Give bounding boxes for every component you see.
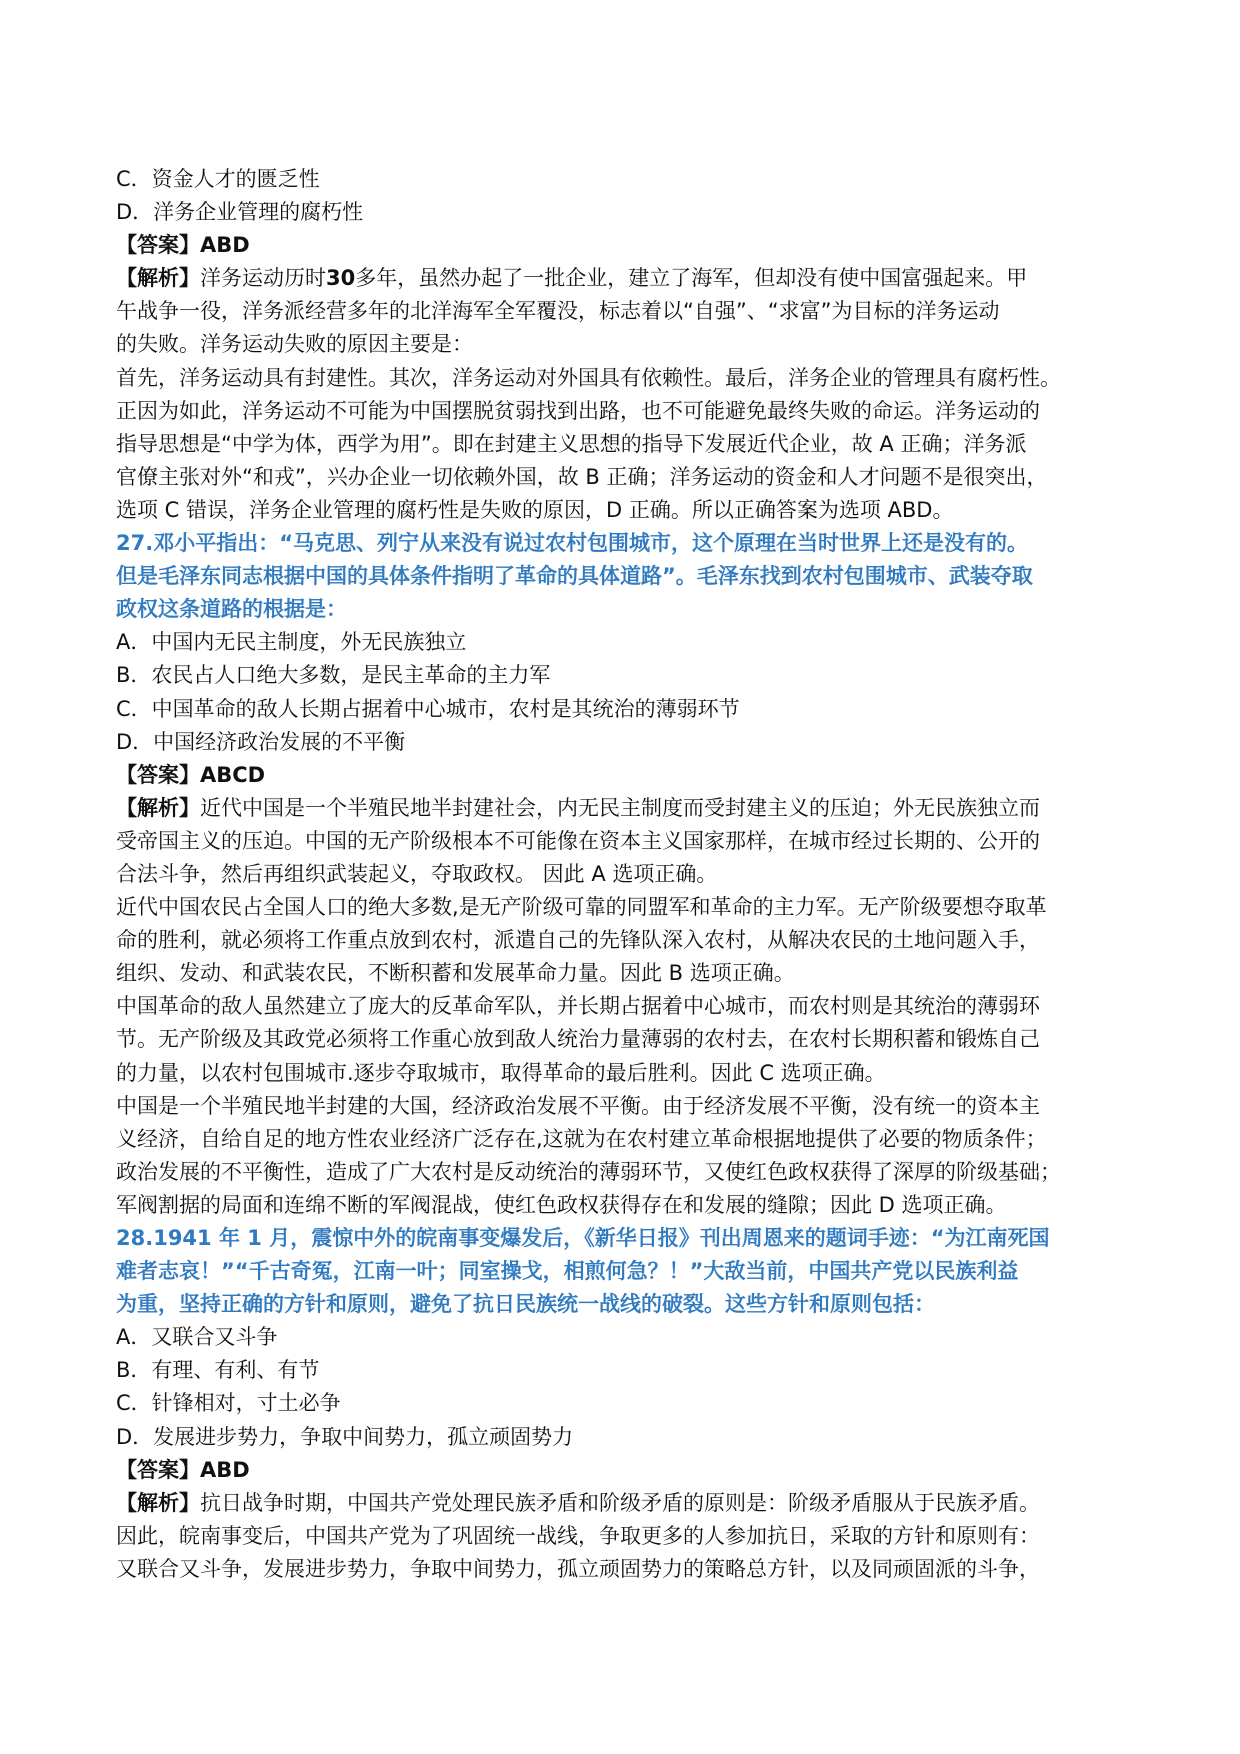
answer-label: 【答案】 [116, 1457, 200, 1482]
option-a: A．中国内无民主制度，外无民族独立 [116, 630, 467, 655]
analysis-line: 午战争一役，洋务派经营多年的北洋海军全军覆没，标志着以“自强”、“求富”为目标的洋务运动 [116, 299, 1000, 324]
analysis-label: 【解析】 [116, 795, 200, 820]
analysis-line: 军阀割据的局面和连绵不断的军阀混战，使红色政权获得存在和发展的缝隙；因此 D 选项正确。 [116, 1192, 1007, 1217]
analysis-line: 命的胜利，就必须将工作重点放到农村，派遣自己的先锋队深入农村，从解决农民的土地问题入手， [116, 928, 1040, 953]
analysis-first-line [116, 1487, 1126, 1520]
answer-value: ABD [200, 233, 250, 258]
option-b: B．农民占人口绝大多数，是民主革命的主力军 [116, 663, 551, 688]
analysis-line: 近代中国农民占全国人口的绝大多数,是无产阶级可靠的同盟军和革命的主力军。无产阶级要想夺取革 [116, 895, 1047, 920]
analysis-line: 节。无产阶级及其政党必须将工作重心放到敌人统治力量薄弱的农村去，在农村长期积蓄和锻炼自己 [116, 1027, 1040, 1052]
analysis-line: 的失败。洋务运动失败的原因主要是： [116, 332, 473, 357]
answer-label: 【答案】 [116, 233, 200, 258]
analysis-line: 首先，洋务运动具有封建性。其次，洋务运动对外国具有依赖性。最后，洋务企业的管理具有腐朽性。 [116, 365, 1061, 390]
analysis-first-line [116, 792, 1126, 825]
analysis-line: 政治发展的不平衡性，造成了广大农村是反动统治的薄弱环节，又使红色政权获得了深厚的阶级基础； [116, 1159, 1061, 1184]
question-28-line: 为重，坚持正确的方针和原则，避免了抗日民族统一战线的破裂。这些方针和原则包括： [116, 1292, 935, 1317]
option-b: B．有理、有利、有节 [116, 1358, 320, 1383]
analysis-line: 指导思想是“中学为体，西学为用”。即在封建主义思想的指导下发展近代企业，故 A 正确；洋务派 [116, 431, 1027, 456]
analysis-line: 的力量，以农村包围城市.逐步夺取城市，取得革命的最后胜利。因此 C 选项正确。 [116, 1060, 886, 1085]
question-28-line: 难者志哀！”“千古奇冤，江南一叶；同室操戈，相煎何急？！”大敌当前，中国共产党以民族利益 [116, 1259, 1019, 1284]
analysis-line: 选项 C 错误，洋务企业管理的腐朽性是失败的原因，D 正确。所以正确答案为选项 ABD。 [116, 497, 954, 522]
answer-line [116, 759, 1126, 792]
option-c: C．针锋相对，寸土必争 [116, 1391, 341, 1416]
analysis-text: 洋务运动历时 [200, 266, 326, 291]
analysis-line: 因此，皖南事变后，中国共产党为了巩固统一战线，争取更多的人参加抗日，采取的方针和原则有： [116, 1523, 1040, 1548]
analysis-label: 【解析】 [116, 1490, 200, 1515]
analysis-label: 【解析】 [116, 266, 200, 291]
document-page [116, 163, 1126, 1586]
question-27-line: 27.邓小平指出：“马克思、列宁从来没有说过农村包围城市，这个原理在当时世界上还是没有的。 [116, 531, 1028, 556]
question-28-line: 28.1941 年 1 月，震惊中外的皖南事变爆发后，《新华日报》刊出周恩来的题词手迹：“为江南死国 [116, 1226, 1050, 1250]
analysis-line: 组织、发动、和武装农民，不断积蓄和发展革命力量。因此 B 选项正确。 [116, 961, 795, 986]
question-27-line: 政权这条道路的根据是： [116, 597, 347, 622]
option-c: C．资金人才的匮乏性 [116, 167, 320, 191]
analysis-line: 官僚主张对外“和戎”，兴办企业一切依赖外国，故 B 正确；洋务运动的资金和人才问题不是很突出， [116, 464, 1048, 489]
analysis-line: 中国是一个半殖民地半封建的大国，经济政治发展不平衡。由于经济发展不平衡，没有统一的资本主 [116, 1093, 1040, 1118]
option-c: C．中国革命的敌人长期占据着中心城市，农村是其统治的薄弱环节 [116, 696, 740, 721]
analysis-number: 30 [326, 266, 356, 291]
analysis-text: 近代中国是一个半殖民地半封建社会，内无民主制度而受封建主义的压迫；外无民族独立而 [200, 795, 1040, 820]
analysis-line: 中国革命的敌人虽然建立了庞大的反革命军队，并长期占据着中心城市，而农村则是其统治的薄弱环 [116, 994, 1040, 1019]
analysis-first-line [116, 262, 1126, 295]
answer-value: ABCD [200, 762, 266, 787]
question-27-line: 但是毛泽东同志根据中国的具体条件指明了革命的具体道路”。毛泽东找到农村包围城市、武装夺取 [116, 564, 1033, 589]
option-d: D．洋务企业管理的腐朽性 [116, 200, 364, 225]
analysis-text: 抗日战争时期，中国共产党处理民族矛盾和阶级矛盾的原则是：阶级矛盾服从于民族矛盾。 [200, 1490, 1040, 1515]
option-a: A．又联合又斗争 [116, 1325, 278, 1350]
analysis-line: 正因为如此，洋务运动不可能为中国摆脱贫弱找到出路，也不可能避免最终失败的命运。洋务运动的 [116, 398, 1040, 423]
option-d: D．发展进步势力，争取中间势力，孤立顽固势力 [116, 1424, 574, 1449]
analysis-text: 多年，虽然办起了一批企业，建立了海军，但却没有使中国富强起来。甲 [355, 266, 1028, 291]
analysis-line: 义经济，自给自足的地方性农业经济广泛存在,这就为在农村建立革命根据地提供了必要的物质条件； [116, 1126, 1047, 1151]
analysis-line: 又联合又斗争，发展进步势力，争取中间势力，孤立顽固势力的策略总方针，以及同顽固派的斗争， [116, 1556, 1040, 1581]
answer-line [116, 1454, 1126, 1487]
analysis-line: 合法斗争，然后再组织武装起义，夺取政权。 因此 A 选项正确。 [116, 861, 718, 886]
answer-line [116, 229, 1126, 262]
analysis-line: 受帝国主义的压迫。中国的无产阶级根本不可能像在资本主义国家那样，在城市经过长期的、公开的 [116, 828, 1040, 853]
answer-value: ABD [200, 1457, 250, 1482]
answer-label: 【答案】 [116, 762, 200, 787]
option-d: D．中国经济政治发展的不平衡 [116, 729, 406, 754]
